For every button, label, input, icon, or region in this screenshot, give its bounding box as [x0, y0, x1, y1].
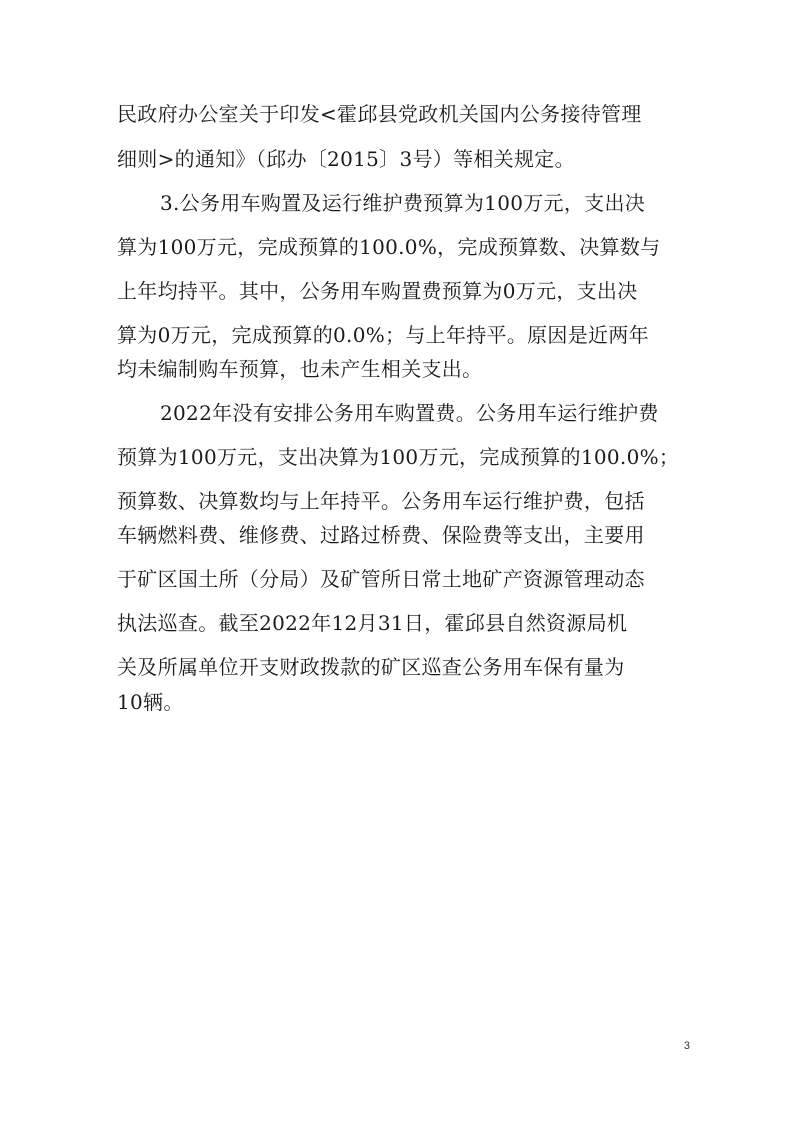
text-line: 上年均持平。其中，公务用车购置费预算为0万元，支出决 [117, 279, 638, 303]
text-line: 均未编制购车预算，也未产生相关支出。 [117, 357, 483, 381]
text-line: 预算数、决算数均与上年持平。公务用车运行维护费，包括 [117, 489, 645, 513]
text-line: 算为100万元，完成预算的100.0%，完成预算数、决算数与 [117, 235, 661, 259]
text-line: 10辆。 [117, 690, 184, 714]
page-number: 3 [683, 1040, 690, 1052]
text-line: 车辆燃料费、维修费、过路过桥费、保险费等支出，主要用 [117, 523, 645, 547]
text-line: 算为0万元，完成预算的0.0%；与上年持平。原因是近两年 [117, 323, 649, 347]
text-line: 于矿区国土所（分局）及矿管所日常土地矿产资源管理动态 [117, 567, 645, 591]
text-line: 预算为100万元，支出决算为100万元，完成预算的100.0%； [117, 445, 680, 469]
text-line: 民政府办公室关于印发<霍邱县党政机关国内公务接待管理 [117, 102, 642, 126]
text-line: 执法巡查。截至2022年12月31日，霍邱县自然资源局机 [117, 611, 628, 635]
text-line: 关及所属单位开支财政拨款的矿区巡查公务用车保有量为 [117, 655, 625, 679]
text-line: 2022年没有安排公务用车购置费。公务用车运行维护费 [160, 401, 659, 425]
text-line: 3.公务用车购置及运行维护费预算为100万元，支出决 [160, 191, 646, 215]
text-line: 细则>的通知》（邱办〔2015〕3号）等相关规定。 [117, 147, 575, 171]
